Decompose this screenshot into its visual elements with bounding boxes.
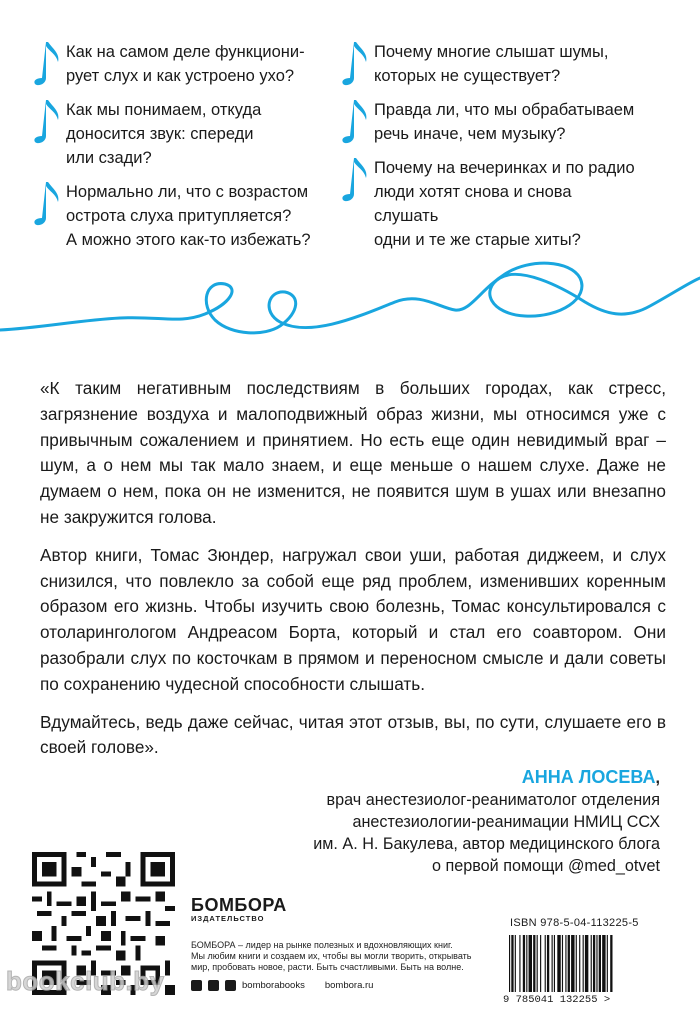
watermark: bookclub.by: [6, 966, 165, 996]
publisher-socials: [191, 980, 387, 991]
wavy-line-decoration: [0, 250, 700, 360]
questions-right: [340, 40, 640, 262]
ok-icon: [225, 980, 236, 991]
quote-author: АННА ЛОСЕВА, врач анестезиолог-реаниматолог отделения анестезиологии-реанимации НМИЦ ССХ им. А. Н. Бакулева, автор медицинского блога о первой помощи @med_otvet: [140, 766, 660, 877]
question-text: Как мы понимаем, откуда доносится звук: спереди или сзади?: [66, 101, 262, 167]
question-text: Правда ли, что мы обрабатываем речь иначе, чем музыку?: [374, 101, 635, 143]
music-note-icon: [340, 40, 370, 86]
publisher-logo-text: БОМБОРА: [191, 895, 287, 915]
music-note-icon: [340, 156, 370, 202]
facebook-icon: [191, 980, 202, 991]
quote-paragraph: «К таким негативным последствиям в больших городах, как стресс, загрязнение воздуха и малоподвижный образ жизни, мы относимся уже с привычным сожалением и принятием. Но есть еще один невидимый враг – шум, а о нем мы так мало знаем, и еще меньше о нашем слухе. Даже не думаем о нем, пока он не изменится, не появится шум в ушах или внезапно не закружится голова.: [40, 378, 666, 527]
question-text: Нормально ли, что с возрастом острота слуха притупляется? А можно этого как-то избежать?: [66, 183, 311, 249]
question-text: Почему на вечеринках и по радио люди хотят снова и снова слушать одни и те же старые хиты?: [374, 159, 635, 249]
question-text: Как на самом деле функциони- рует слух и как устроено ухо?: [66, 43, 305, 85]
music-note-icon: [340, 98, 370, 144]
author-credential: анестезиологии-реанимации НМИЦ ССХ: [352, 813, 660, 831]
question-item: [32, 98, 332, 170]
publisher-logo-subtitle: ИЗДАТЕЛЬСТВО: [191, 914, 265, 923]
review-quote: [40, 376, 666, 773]
author-name: АННА ЛОСЕВА: [521, 767, 656, 787]
publisher-slogan: БОМБОРА – лидер на рынке полезных и вдохновляющих книг. Мы любим книги и создаем их, чтобы вы могли творить, открывать мир, пробовать новое, расти. Быть счастливыми. Быть на волне.: [191, 940, 472, 972]
barcode-number: 9 785041 132255 >: [503, 994, 611, 1006]
isbn: ISBN 978-5-04-113225-5: [510, 917, 639, 929]
music-note-icon: [32, 180, 62, 226]
question-item: [32, 180, 332, 252]
question-item: [32, 40, 332, 88]
author-credential: о первой помощи @med_otvet: [431, 857, 660, 875]
quote-paragraph: Автор книги, Томас Зюндер, нагружал свои уши, работая диджеем, и слух снизился, что повлекло за собой еще ряд проблем, изменивших коренным образом его жизнь. Чтобы изучить свою болезнь, Томас консультировался с отоларингологом Андреасом Борта, который и стал его соавтором. Они разобрали слух по косточкам в прямом и переносном смысле и дали советы по сохранению чудесной способности слышать.: [40, 544, 666, 694]
questions-left: [32, 40, 332, 262]
barcode: [503, 935, 653, 992]
question-text: Почему многие слышат шумы, которых не существует?: [374, 43, 609, 85]
question-item: [340, 98, 640, 146]
author-credential: врач анестезиолог-реаниматолог отделения: [326, 791, 660, 809]
music-note-icon: [32, 98, 62, 144]
music-note-icon: [32, 40, 62, 86]
publisher-site: bombora.ru: [324, 980, 374, 991]
social-handle: bomborabooks: [242, 980, 305, 991]
vk-icon: [208, 980, 219, 991]
publisher-logo: [191, 895, 287, 923]
question-item: [340, 156, 640, 252]
question-item: [340, 40, 640, 88]
author-credential: им. А. Н. Бакулева, автор медицинского блога: [313, 835, 660, 853]
quote-paragraph: Вдумайтесь, ведь даже сейчас, читая этот отзыв, вы, по сути, слушаете его в своей голове».: [40, 711, 666, 758]
